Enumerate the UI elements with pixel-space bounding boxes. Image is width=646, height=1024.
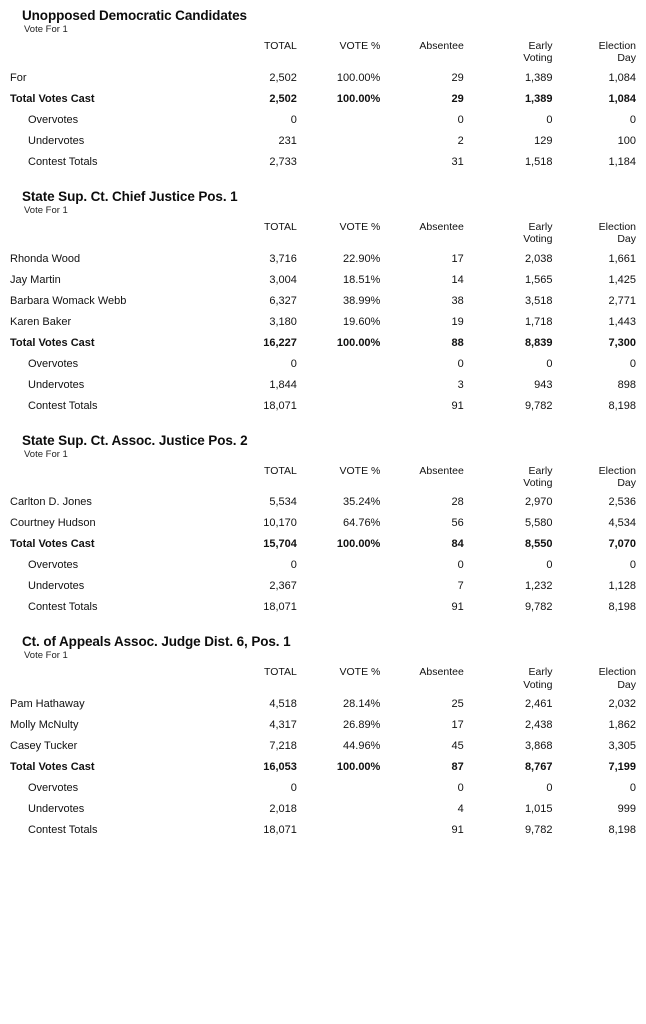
- table-row: [10, 798, 636, 819]
- cell-candidate-name: For: [10, 71, 27, 84]
- cell-total: 18,071: [263, 824, 297, 836]
- cell-election-day: 0: [629, 782, 636, 794]
- table-header-row: [10, 40, 636, 67]
- column-header-early-voting: [464, 40, 553, 67]
- cell-candidate-name: Overvotes: [28, 113, 79, 126]
- cell-election-day: 1,184: [608, 155, 636, 168]
- table-row: [10, 374, 636, 395]
- cell-vote-percent: 22.90%: [343, 252, 381, 265]
- cell-early-voting: 1,565: [524, 273, 553, 286]
- column-header-line: Early: [528, 220, 553, 233]
- contest-title: State Sup. Ct. Chief Justice Pos. 1: [22, 188, 238, 204]
- results-table: [10, 40, 636, 172]
- table-header-row: [10, 465, 636, 492]
- cell-absentee: 84: [451, 538, 464, 551]
- cell-early-voting: 2,970: [524, 496, 553, 509]
- column-header-total: TOTAL: [264, 464, 297, 477]
- cell-absentee: 87: [451, 761, 464, 773]
- cell-vote-percent: [297, 798, 380, 819]
- cell-candidate-name: Undervotes: [28, 378, 85, 391]
- cell-total: 2,502: [269, 92, 297, 105]
- cell-absentee: 0: [457, 357, 464, 370]
- table-header-row: [10, 666, 636, 693]
- cell-early-voting: 1,518: [524, 155, 553, 168]
- cell-early-voting: 0: [546, 782, 553, 794]
- column-header-election-day: [552, 465, 636, 492]
- cell-absentee: 45: [451, 740, 464, 752]
- cell-early-voting: 1,232: [524, 580, 553, 593]
- cell-vote-percent: 100.00%: [336, 538, 381, 551]
- cell-election-day: 1,661: [608, 252, 636, 265]
- cell-absentee: 14: [451, 273, 464, 286]
- table-row: [10, 67, 636, 88]
- table-row: [10, 491, 636, 512]
- cell-absentee: 3: [457, 378, 464, 391]
- column-header-line: Day: [617, 678, 636, 691]
- cell-candidate-name: Undervotes: [28, 803, 85, 815]
- cell-total: 0: [290, 782, 297, 794]
- cell-absentee: 7: [457, 580, 464, 593]
- column-header-absentee: Absentee: [419, 464, 464, 477]
- cell-early-voting: 0: [546, 559, 553, 572]
- cell-candidate-name: Rhonda Wood: [10, 252, 81, 265]
- cell-total: 1,844: [269, 378, 297, 391]
- cell-early-voting: 0: [546, 357, 553, 370]
- column-header-total: TOTAL: [264, 40, 297, 52]
- cell-candidate-name: Casey Tucker: [10, 740, 78, 752]
- column-header-line: Election: [598, 464, 636, 477]
- cell-vote-percent: 100.00%: [336, 92, 381, 105]
- cell-election-day: 100: [617, 134, 636, 147]
- column-header-line: Election: [598, 220, 636, 233]
- cell-vote-percent: 100.00%: [336, 336, 381, 349]
- cell-total: 18,071: [263, 399, 297, 412]
- column-header-line: Early: [528, 666, 553, 679]
- cell-early-voting: 2,038: [524, 252, 553, 265]
- column-header-vote-percent: VOTE %: [339, 666, 381, 679]
- cell-election-day: 1,128: [608, 580, 636, 593]
- cell-absentee: 91: [451, 824, 464, 836]
- cell-early-voting: 129: [534, 134, 553, 147]
- table-row: [10, 269, 636, 290]
- cell-total: 0: [290, 357, 297, 370]
- cell-election-day: 3,305: [608, 740, 636, 752]
- cell-election-day: 7,300: [608, 336, 636, 349]
- cell-absentee: 0: [457, 782, 464, 794]
- table-row: [10, 714, 636, 735]
- cell-vote-percent: 35.24%: [343, 496, 381, 509]
- table-row: [10, 109, 636, 130]
- contest-list: [10, 8, 636, 840]
- table-row: [10, 575, 636, 596]
- column-header-early-voting: [464, 465, 553, 492]
- cell-total: 16,053: [263, 761, 297, 773]
- cell-election-day: 8,198: [608, 399, 636, 412]
- results-table: [10, 465, 636, 618]
- table-row: [10, 693, 636, 714]
- contest-vote-for: Vote For 1: [24, 24, 68, 35]
- column-header-line: Voting: [523, 678, 553, 691]
- column-header-absentee: Absentee: [419, 666, 464, 679]
- contest-title: State Sup. Ct. Assoc. Justice Pos. 2: [22, 432, 248, 448]
- table-row: [10, 88, 636, 109]
- column-header-line: Voting: [523, 233, 553, 246]
- cell-candidate-name: Contest Totals: [28, 399, 98, 412]
- table-row: [10, 554, 636, 575]
- table-row: [10, 777, 636, 798]
- cell-vote-percent: [297, 353, 380, 374]
- cell-election-day: 7,199: [608, 761, 636, 773]
- cell-election-day: 1,084: [608, 71, 636, 84]
- cell-total: 16,227: [263, 336, 297, 349]
- cell-total: 15,704: [263, 538, 297, 551]
- cell-election-day: 0: [629, 559, 636, 572]
- column-header-line: Day: [617, 52, 636, 65]
- table-row: [10, 130, 636, 151]
- contest-block: [10, 634, 636, 840]
- cell-vote-percent: [297, 819, 380, 840]
- column-header-election-day: [552, 221, 636, 248]
- column-header-vote-percent: VOTE %: [339, 464, 381, 477]
- table-row: [10, 533, 636, 554]
- cell-early-voting: 1,389: [524, 71, 553, 84]
- cell-election-day: 1,425: [608, 273, 636, 286]
- cell-early-voting: 3,868: [524, 740, 553, 752]
- cell-early-voting: 2,438: [524, 719, 553, 731]
- column-header-absentee: Absentee: [419, 40, 464, 52]
- cell-absentee: 91: [451, 399, 464, 412]
- cell-candidate-name: Pam Hathaway: [10, 698, 85, 710]
- cell-election-day: 0: [629, 113, 636, 126]
- table-row: [10, 395, 636, 416]
- cell-absentee: 0: [457, 113, 464, 126]
- cell-vote-percent: 19.60%: [343, 315, 381, 328]
- cell-early-voting: 0: [546, 113, 553, 126]
- column-header-absentee: Absentee: [419, 220, 464, 233]
- cell-absentee: 4: [457, 803, 464, 815]
- cell-vote-percent: [297, 130, 380, 151]
- cell-vote-percent: [297, 596, 380, 617]
- cell-absentee: 38: [451, 294, 464, 307]
- column-header-line: Early: [528, 464, 553, 477]
- cell-election-day: 4,534: [608, 517, 636, 530]
- cell-candidate-name: Overvotes: [28, 782, 79, 794]
- column-header-line: Day: [617, 476, 636, 489]
- column-header-candidate: [10, 40, 213, 67]
- cell-vote-percent: [297, 395, 380, 416]
- cell-total: 0: [290, 113, 297, 126]
- column-header-line: Early: [528, 40, 553, 52]
- column-header-line: Election: [598, 40, 636, 52]
- table-row: [10, 151, 636, 172]
- cell-total: 0: [290, 559, 297, 572]
- table-row: [10, 819, 636, 840]
- cell-vote-percent: 18.51%: [343, 273, 381, 286]
- cell-total: 18,071: [263, 601, 297, 614]
- cell-election-day: 1,443: [608, 315, 636, 328]
- contest-title: Ct. of Appeals Assoc. Judge Dist. 6, Pos. 1: [22, 634, 291, 650]
- column-header-early-voting: [464, 666, 553, 693]
- results-table: [10, 666, 636, 840]
- contest-vote-for: Vote For 1: [24, 650, 68, 662]
- cell-early-voting: 9,782: [524, 601, 553, 614]
- cell-election-day: 999: [617, 803, 636, 815]
- cell-vote-percent: 100.00%: [336, 761, 381, 773]
- table-row: [10, 311, 636, 332]
- contest-vote-for: Vote For 1: [24, 448, 68, 460]
- cell-absentee: 29: [451, 71, 464, 84]
- table-row: [10, 512, 636, 533]
- cell-candidate-name: Courtney Hudson: [10, 517, 96, 530]
- column-header-election-day: [552, 666, 636, 693]
- contest-vote-for: Vote For 1: [24, 204, 68, 216]
- cell-candidate-name: Karen Baker: [10, 315, 72, 328]
- cell-total: 3,716: [269, 252, 297, 265]
- cell-vote-percent: [297, 151, 380, 172]
- cell-candidate-name: Overvotes: [28, 357, 79, 370]
- cell-candidate-name: Molly McNulty: [10, 719, 79, 731]
- cell-candidate-name: Undervotes: [28, 134, 85, 147]
- cell-total: 231: [278, 134, 297, 147]
- cell-election-day: 2,536: [608, 496, 636, 509]
- cell-total: 2,018: [269, 803, 297, 815]
- cell-early-voting: 9,782: [524, 399, 553, 412]
- table-row: [10, 756, 636, 777]
- column-header-line: Election: [598, 666, 636, 679]
- cell-early-voting: 5,580: [524, 517, 553, 530]
- cell-candidate-name: Carlton D. Jones: [10, 496, 92, 509]
- cell-absentee: 2: [457, 134, 464, 147]
- cell-election-day: 1,862: [608, 719, 636, 731]
- cell-vote-percent: [297, 109, 380, 130]
- column-header-line: Voting: [523, 52, 553, 65]
- cell-early-voting: 943: [534, 378, 553, 391]
- cell-candidate-name: Jay Martin: [10, 273, 61, 286]
- contest-block: [10, 433, 636, 618]
- cell-early-voting: 9,782: [524, 824, 553, 836]
- cell-candidate-name: Contest Totals: [28, 824, 98, 836]
- cell-candidate-name: Contest Totals: [28, 601, 98, 614]
- cell-election-day: 0: [629, 357, 636, 370]
- column-header-election-day: [552, 40, 636, 67]
- column-header-candidate: [10, 666, 213, 693]
- table-row: [10, 248, 636, 269]
- column-header-early-voting: [464, 221, 553, 248]
- cell-candidate-name: Total Votes Cast: [10, 538, 95, 551]
- cell-total: 2,502: [269, 71, 297, 84]
- cell-vote-percent: 26.89%: [343, 719, 381, 731]
- cell-absentee: 28: [451, 496, 464, 509]
- table-row: [10, 735, 636, 756]
- contest-block: [10, 8, 636, 172]
- cell-early-voting: 3,518: [524, 294, 553, 307]
- cell-early-voting: 8,767: [524, 761, 553, 773]
- column-header-total: TOTAL: [264, 220, 297, 233]
- cell-candidate-name: Total Votes Cast: [10, 761, 95, 773]
- cell-total: 2,733: [269, 155, 297, 168]
- column-header-total: TOTAL: [264, 666, 297, 679]
- cell-candidate-name: Contest Totals: [28, 155, 98, 168]
- cell-candidate-name: Barbara Womack Webb: [10, 294, 127, 307]
- column-header-candidate: [10, 465, 213, 492]
- cell-early-voting: 1,389: [524, 92, 553, 105]
- cell-early-voting: 1,015: [524, 803, 553, 815]
- cell-vote-percent: 64.76%: [343, 517, 381, 530]
- cell-total: 2,367: [269, 580, 297, 593]
- column-header-line: Voting: [523, 476, 553, 489]
- cell-absentee: 29: [451, 92, 464, 105]
- cell-absentee: 31: [451, 155, 464, 168]
- table-row: [10, 596, 636, 617]
- cell-election-day: 7,070: [608, 538, 636, 551]
- table-header-row: [10, 221, 636, 248]
- cell-vote-percent: [297, 374, 380, 395]
- contest-block: [10, 189, 636, 416]
- cell-absentee: 19: [451, 315, 464, 328]
- cell-vote-percent: [297, 575, 380, 596]
- cell-election-day: 8,198: [608, 824, 636, 836]
- cell-vote-percent: 28.14%: [343, 698, 381, 710]
- cell-early-voting: 1,718: [524, 315, 553, 328]
- cell-election-day: 898: [617, 378, 636, 391]
- cell-total: 3,180: [269, 315, 297, 328]
- cell-absentee: 56: [451, 517, 464, 530]
- cell-vote-percent: 44.96%: [343, 740, 381, 752]
- cell-total: 5,534: [269, 496, 297, 509]
- cell-absentee: 17: [451, 719, 464, 731]
- cell-absentee: 91: [451, 601, 464, 614]
- cell-vote-percent: [297, 777, 380, 798]
- cell-total: 6,327: [269, 294, 297, 307]
- column-header-vote-percent: VOTE %: [339, 220, 381, 233]
- cell-candidate-name: Total Votes Cast: [10, 92, 95, 105]
- cell-vote-percent: 100.00%: [336, 71, 381, 84]
- cell-total: 4,518: [269, 698, 297, 710]
- results-table: [10, 221, 636, 416]
- cell-vote-percent: [297, 554, 380, 575]
- cell-election-day: 2,032: [608, 698, 636, 710]
- cell-election-day: 1,084: [608, 92, 636, 105]
- table-row: [10, 353, 636, 374]
- cell-early-voting: 2,461: [524, 698, 553, 710]
- contest-title: Unopposed Democratic Candidates: [22, 8, 247, 23]
- table-row: [10, 290, 636, 311]
- cell-total: 7,218: [269, 740, 297, 752]
- cell-absentee: 25: [451, 698, 464, 710]
- cell-election-day: 8,198: [608, 601, 636, 614]
- column-header-vote-percent: VOTE %: [339, 40, 381, 52]
- cell-absentee: 88: [451, 336, 464, 349]
- cell-total: 3,004: [269, 273, 297, 286]
- table-row: [10, 332, 636, 353]
- cell-total: 10,170: [263, 517, 297, 530]
- cell-early-voting: 8,839: [524, 336, 553, 349]
- cell-absentee: 0: [457, 559, 464, 572]
- cell-absentee: 17: [451, 252, 464, 265]
- column-header-candidate: [10, 221, 213, 248]
- cell-early-voting: 8,550: [524, 538, 553, 551]
- cell-vote-percent: 38.99%: [343, 294, 381, 307]
- cell-candidate-name: Total Votes Cast: [10, 336, 95, 349]
- cell-election-day: 2,771: [608, 294, 636, 307]
- cell-candidate-name: Undervotes: [28, 580, 85, 593]
- cell-candidate-name: Overvotes: [28, 559, 79, 572]
- cell-total: 4,317: [269, 719, 297, 731]
- column-header-line: Day: [617, 233, 636, 246]
